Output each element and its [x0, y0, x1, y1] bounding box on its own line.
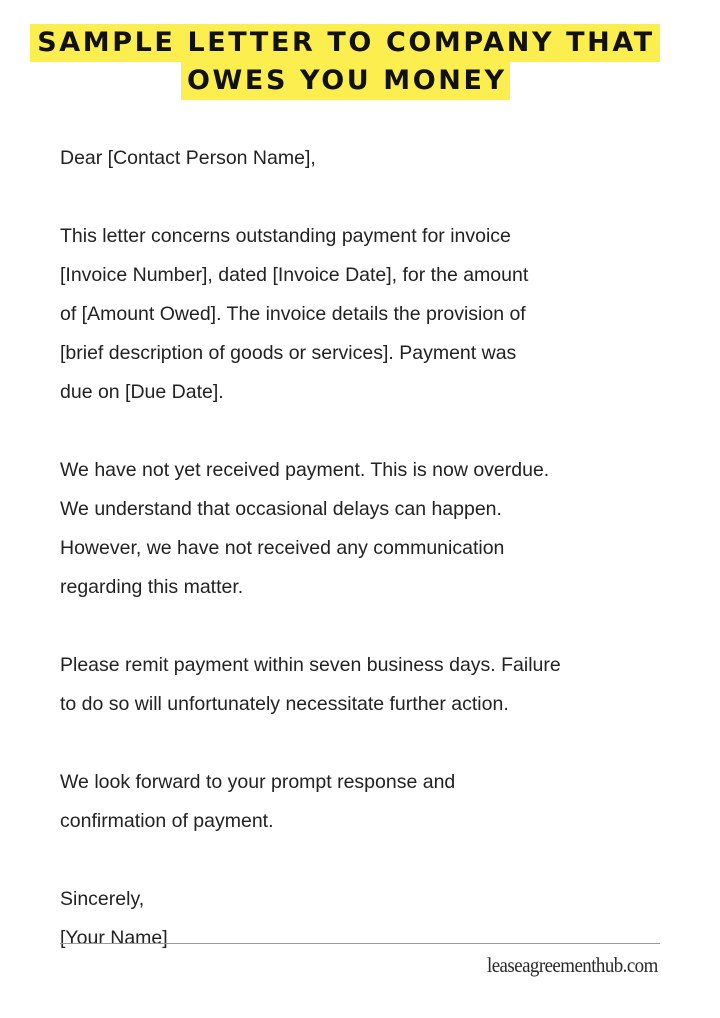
paragraph-line: due on [Due Date]. [60, 381, 224, 403]
paragraph-line: This letter concerns outstanding payment for invoice [60, 225, 511, 247]
title-line-1: SAMPLE LETTER TO COMPANY THAT [30, 24, 660, 62]
paragraph-line: [brief description of goods or services]. Payment was [60, 342, 517, 364]
signature-line [60, 943, 660, 944]
paragraph-line: confirmation of payment. [60, 810, 274, 832]
paragraph-line: Please remit payment within seven business days. Failure [60, 654, 561, 676]
site-watermark: leaseagreementhub.com [487, 953, 658, 977]
signature-name: [Your Name] [60, 927, 168, 949]
paragraph-line: of [Amount Owed]. The invoice details the provision of [60, 303, 526, 325]
salutation-text: Dear [Contact Person Name], [60, 147, 316, 169]
salutation [60, 139, 680, 178]
paragraph-remit-request [60, 646, 680, 724]
paragraph-line: regarding this matter. [60, 576, 244, 598]
letter-body [60, 139, 680, 880]
paragraph-line: We understand that occasional delays can happen. [60, 498, 502, 520]
signature-block [60, 880, 168, 958]
paragraph-invoice-details [60, 217, 680, 412]
paragraph-closing-remark [60, 763, 680, 841]
title-line-2: OWES YOU MONEY [181, 62, 510, 100]
paragraph-line: However, we have not received any communication [60, 537, 505, 559]
paragraph-line: We look forward to your prompt response and [60, 771, 456, 793]
closing-text: Sincerely, [60, 888, 145, 910]
paragraph-overdue [60, 451, 680, 607]
paragraph-line: to do so will unfortunately necessitate further action. [60, 693, 509, 715]
paragraph-line: [Invoice Number], dated [Invoice Date], for the amount [60, 264, 529, 286]
paragraph-line: We have not yet received payment. This is now overdue. [60, 459, 550, 481]
